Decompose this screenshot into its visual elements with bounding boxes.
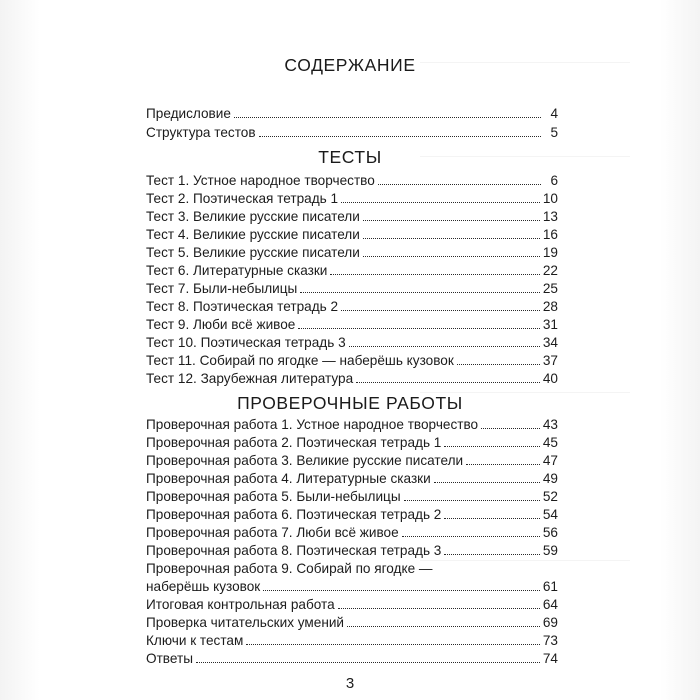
dot-leader: [378, 184, 541, 185]
toc-entry-title: Тест 11. Собирай по ягодке — наберёшь кузовок: [146, 353, 454, 368]
toc-entry-title: Проверочная работа 5. Были-небылицы: [146, 489, 401, 504]
toc-entry[interactable]: [146, 171, 558, 189]
dot-leader: [444, 554, 540, 555]
toc-entry[interactable]: [146, 523, 558, 541]
toc-entry-first-line[interactable]: [146, 559, 558, 577]
toc-entry-page: 25: [542, 281, 558, 296]
dot-leader: [330, 274, 539, 275]
toc-entry-page: 56: [542, 525, 558, 540]
toc-entry[interactable]: [146, 433, 558, 451]
dot-leader: [341, 202, 540, 203]
dot-leader: [444, 446, 540, 447]
checks-heading: ПРОВЕРОЧНЫЕ РАБОТЫ: [237, 393, 463, 413]
toc-entry-page: 64: [542, 597, 558, 612]
toc-entry-title: Тест 10. Поэтическая тетрадь 3: [146, 335, 346, 350]
toc-entry-page: 59: [542, 543, 558, 558]
dot-leader: [196, 662, 540, 663]
toc-entry-page: 45: [542, 435, 558, 450]
toc-entry-page: 13: [542, 209, 558, 224]
toc-entry-page: 28: [542, 299, 558, 314]
tests-heading: ТЕСТЫ: [318, 147, 382, 167]
contents-title: СОДЕРЖАНИЕ: [284, 55, 416, 75]
toc-entry[interactable]: [146, 297, 558, 315]
toc-entry[interactable]: [146, 369, 558, 387]
toc-entry-title: Итоговая контрольная работа: [146, 597, 335, 612]
dot-leader: [434, 482, 540, 483]
dot-leader: [363, 238, 540, 239]
dot-leader: [259, 136, 541, 137]
toc-entry-title: Тест 6. Литературные сказки: [146, 263, 328, 278]
toc-entry[interactable]: [146, 451, 558, 469]
dot-leader: [402, 536, 540, 537]
toc-entry[interactable]: [146, 189, 558, 207]
dot-leader: [341, 310, 540, 311]
toc-entry[interactable]: [146, 123, 558, 141]
toc-entry[interactable]: [146, 487, 558, 505]
dot-leader: [363, 256, 540, 257]
toc-entry[interactable]: [146, 279, 558, 297]
toc-entry[interactable]: [146, 415, 558, 433]
dot-leader: [481, 428, 540, 429]
toc-entry-title: Тест 1. Устное народное творчество: [146, 173, 375, 188]
toc-entry-page: 37: [542, 353, 558, 368]
toc-entry[interactable]: [146, 243, 558, 261]
toc-entry[interactable]: [146, 577, 558, 595]
toc-entry-title: Проверочная работа 8. Поэтическая тетрадь 3: [146, 543, 442, 558]
toc-entry-page: 47: [542, 453, 558, 468]
toc-entry-title: Тест 4. Великие русские писатели: [146, 227, 360, 242]
toc-entry-page: 4: [550, 106, 558, 121]
dot-leader: [466, 464, 540, 465]
toc-entry-page: 10: [542, 191, 558, 206]
toc-entry-page: 61: [542, 579, 558, 594]
toc-entry[interactable]: [146, 104, 558, 122]
toc-entry[interactable]: [146, 649, 558, 667]
toc-entry[interactable]: [146, 261, 558, 279]
page-number: 3: [345, 675, 355, 692]
toc-entry-title: Тест 5. Великие русские писатели: [146, 245, 360, 260]
toc-entry-page: 54: [542, 507, 558, 522]
toc-entry-title: Тест 3. Великие русские писатели: [146, 209, 360, 224]
toc-entry-title: Тест 7. Были-небылицы: [146, 281, 298, 296]
toc-entry[interactable]: [146, 469, 558, 487]
toc-entry-page: 43: [542, 417, 558, 432]
toc-entry-page: 5: [550, 125, 558, 140]
toc-entry-page: 22: [542, 263, 558, 278]
toc-entry-title: Проверочная работа 6. Поэтическая тетрадь 2: [146, 507, 442, 522]
dot-leader: [246, 644, 540, 645]
dot-leader: [457, 364, 540, 365]
toc-entry-page: 73: [542, 633, 558, 648]
toc-entry[interactable]: [146, 225, 558, 243]
toc-entry-page: 74: [542, 651, 558, 666]
toc-entry-title: Структура тестов: [146, 125, 256, 140]
toc-entry-title: Ключи к тестам: [146, 633, 244, 648]
toc-entry[interactable]: [146, 505, 558, 523]
toc-entry-title: Тест 12. Зарубежная литература: [146, 371, 354, 386]
toc-entry-title: Проверка читательских умений: [146, 615, 345, 630]
dot-leader: [338, 608, 540, 609]
toc-entry-page: 40: [542, 371, 558, 386]
toc-entry-title: Предисловие: [146, 106, 231, 121]
toc-entry[interactable]: [146, 351, 558, 369]
toc-entry[interactable]: [146, 613, 558, 631]
toc-entry-title: Тест 2. Поэтическая тетрадь 1: [146, 191, 339, 206]
dot-leader: [263, 590, 540, 591]
toc-entry[interactable]: [146, 333, 558, 351]
toc-entry-page: 6: [550, 173, 558, 188]
toc-entry-page: 52: [542, 489, 558, 504]
toc-entry[interactable]: [146, 315, 558, 333]
toc-entry-title: Тест 9. Люби всё живое: [146, 317, 296, 332]
toc-entry-page: 19: [542, 245, 558, 260]
toc-entry-title: Проверочная работа 7. Люби всё живое: [146, 525, 399, 540]
toc-entry-title: Проверочная работа 1. Устное народное творчество: [146, 417, 479, 432]
toc-entry-page: 16: [542, 227, 558, 242]
dot-leader: [444, 518, 540, 519]
toc-entry[interactable]: [146, 595, 558, 613]
dot-leader: [404, 500, 540, 501]
toc-entry-title: Проверочная работа 2. Поэтическая тетрадь 1: [146, 435, 442, 450]
dot-leader: [363, 220, 540, 221]
dot-leader: [349, 346, 540, 347]
dot-leader: [347, 626, 540, 627]
toc-entry-title: Ответы: [146, 651, 193, 666]
toc-entry-title: наберёшь кузовок: [146, 579, 261, 594]
toc-entry-title: Проверочная работа 4. Литературные сказки: [146, 471, 431, 486]
toc-entry-title: Тест 8. Поэтическая тетрадь 2: [146, 299, 339, 314]
dot-leader: [298, 328, 540, 329]
dot-leader: [300, 292, 540, 293]
dot-leader: [356, 382, 540, 383]
toc-entry-page: 49: [542, 471, 558, 486]
toc-entry[interactable]: [146, 541, 558, 559]
dot-leader: [234, 117, 541, 118]
toc-entry-title: Проверочная работа 3. Великие русские писатели: [146, 453, 464, 468]
toc-entry[interactable]: [146, 631, 558, 649]
toc-entry-page: 31: [542, 317, 558, 332]
toc-entry[interactable]: [146, 207, 558, 225]
toc-entry-title: Проверочная работа 9. Собирай по ягодке —: [146, 561, 433, 576]
toc-entry-page: 69: [542, 615, 558, 630]
toc-entry-page: 34: [542, 335, 558, 350]
